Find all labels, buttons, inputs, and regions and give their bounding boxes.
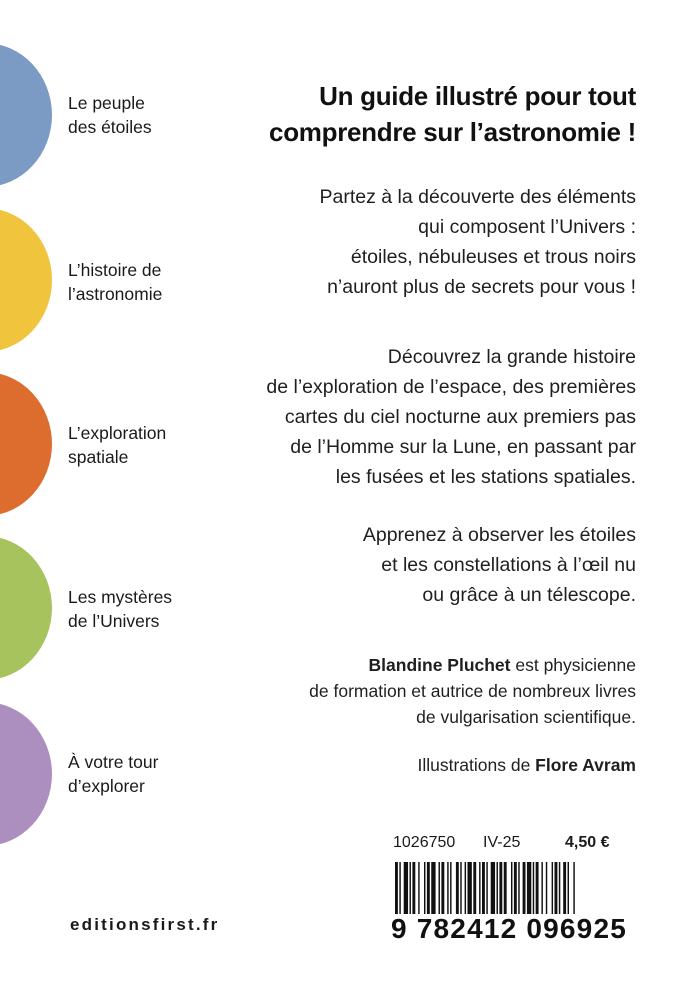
tab-circle-2: [0, 208, 52, 352]
barcode-digits: 9 782412 096925: [391, 913, 627, 944]
tab-label-5: À votre tour d’explorer: [68, 752, 159, 796]
tab-label-2: L’histoire de l’astronomie: [68, 260, 163, 304]
author-line-1: [309, 652, 636, 678]
tab-circle-1: [0, 43, 52, 187]
illustrations-credit: [417, 752, 636, 778]
tab-circle-4: [0, 536, 52, 680]
price: 4,50 €: [565, 834, 610, 851]
tab-label-4: Les mystères de l’Univers: [68, 587, 173, 631]
website: editionsfirst.fr: [70, 915, 220, 934]
tab-label-1: Le peuple des étoiles: [68, 93, 152, 137]
barcode: [391, 862, 626, 942]
tab-circle-5: [0, 702, 52, 846]
author-line-1-rest: est physicienne: [510, 655, 636, 675]
tab-circle-3: [0, 372, 52, 516]
headline: Un guide illustré pour tout comprendre sur l’astronomie !: [269, 81, 636, 147]
tab-label-3: L’exploration spatiale: [68, 423, 167, 467]
illustrations-prefix: Illustrations de: [417, 755, 536, 775]
author-line-3: de vulgarisation scientifique.: [416, 707, 636, 727]
paragraph-3: Apprenez à observer les étoiles et les constellations à l’œil nu ou grâce à un télescope.: [362, 524, 636, 606]
author-line-2: de formation et autrice de nombreux livres: [309, 681, 636, 701]
paragraph-1: Partez à la découverte des éléments qui composent l’Univers : étoiles, nébuleuses et trous noirs n’auront plus de secrets pour vous !: [319, 186, 636, 298]
illustrator-name: Flore Avram: [535, 755, 636, 775]
paragraph-2: Découvrez la grande histoire de l’exploration de l’espace, des premières cartes du ciel nocturne aux premiers pas de l’Homme sur la Lune, en passant par les fusées et les stations spatiales.: [266, 346, 636, 488]
author-bio: [309, 652, 636, 730]
product-code: 1026750: [393, 834, 456, 851]
author-name: Blandine Pluchet: [368, 655, 511, 675]
edition-code: IV-25: [483, 834, 521, 851]
